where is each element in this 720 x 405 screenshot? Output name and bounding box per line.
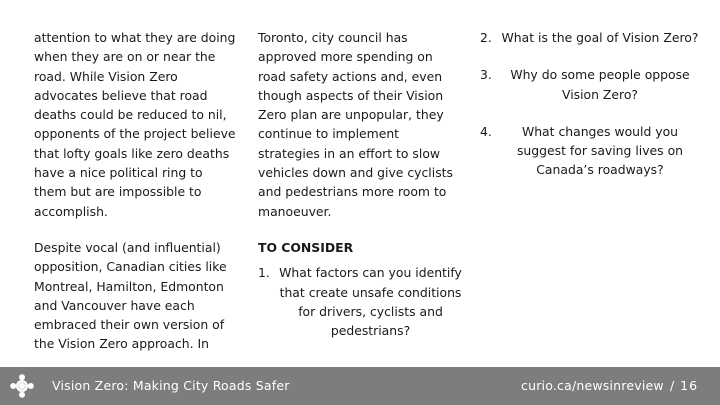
question-list: [480, 28, 700, 180]
question-number: 1.: [258, 265, 270, 281]
list-item: [480, 28, 700, 47]
page-number: / 16: [670, 378, 699, 393]
footer-title: Vision Zero: Making City Roads Safer: [52, 378, 290, 393]
body-paragraph: Toronto, city council has approved more spending on road safety actions and, even though aspects of their Vision Zero plan are unpopular, they continue to implement strategies in an effort to slow vehicles down and give cyclists and pedestrians more room to manoeuver.: [258, 30, 453, 219]
question-list: [258, 263, 463, 340]
list-item: [258, 263, 463, 340]
text-column-1: [34, 28, 238, 371]
list-item: [480, 122, 700, 180]
question-text: What is the goal of Vision Zero?: [501, 30, 699, 45]
question-number: 4.: [480, 123, 492, 139]
question-text: Why do some people oppose Vision Zero?: [510, 67, 690, 102]
text-column-2: [258, 28, 463, 358]
question-number: 2.: [480, 30, 492, 45]
list-item: [480, 65, 700, 104]
question-text: What factors can you identify that create unsafe conditions for drivers, cyclists and pedestrians?: [279, 265, 462, 339]
section-heading: TO CONSIDER: [258, 239, 354, 255]
body-paragraph: Despite vocal (and influential) opposition, Canadian cities like Montreal, Hamilton, Edmonton and Vancouver have each embraced their own version of the Vision Zero approach. In: [34, 239, 227, 352]
footer-bar: [0, 367, 720, 405]
text-column-3: [480, 28, 700, 198]
question-number: 3.: [480, 67, 492, 83]
body-paragraph: attention to what they are doing when they are on or near the road. While Vision Zero advocates believe that road deaths could be reduced to nil, opponents of the project believe that lofty goals like zero deaths have a nice political ring to them but are impossible to accomplish.: [34, 30, 236, 219]
question-text: What changes would you suggest for saving lives on Canada’s roadways?: [516, 123, 684, 178]
cbc-gem-icon: [10, 374, 34, 398]
footer-url[interactable]: curio.ca/newsinreview: [521, 378, 664, 393]
